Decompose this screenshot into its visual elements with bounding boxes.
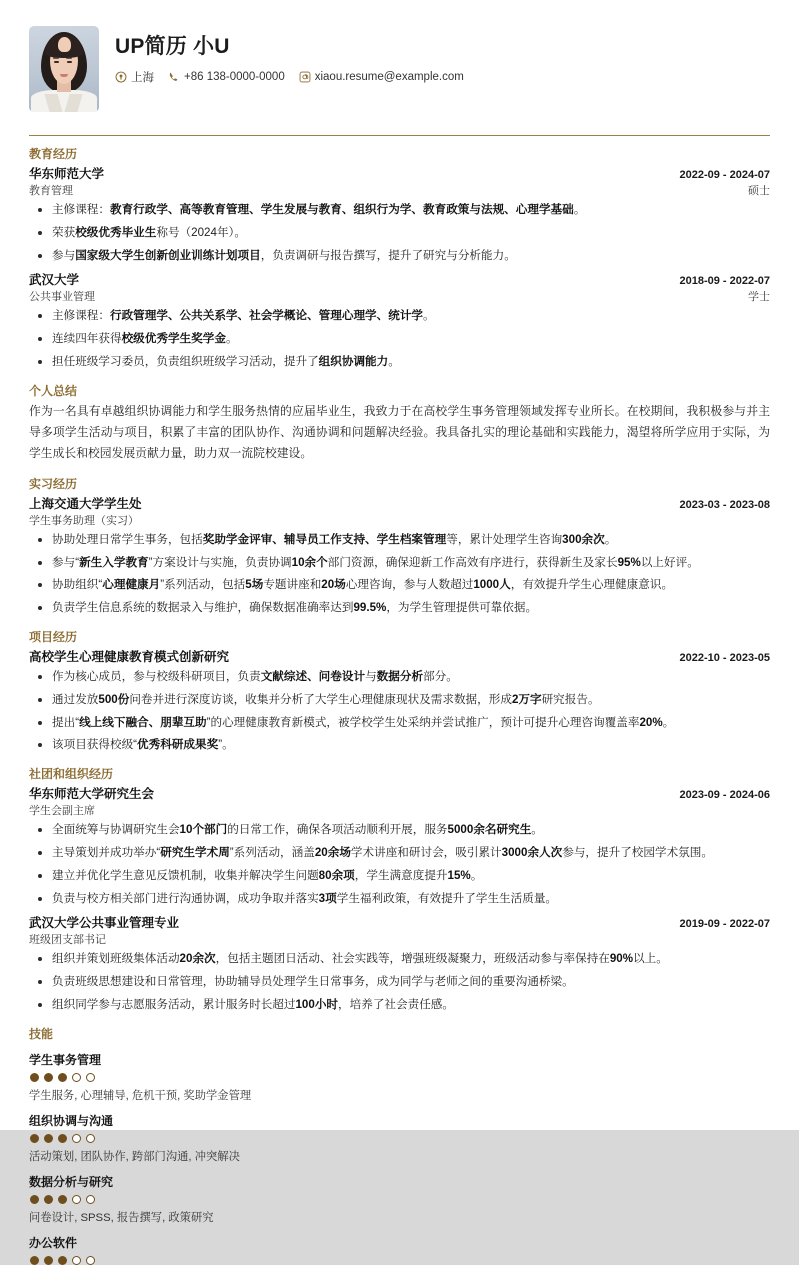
contact-phone bbox=[168, 71, 285, 83]
skill-tags: 活动策划, 团队协作, 跨部门沟通, 冲突解决 bbox=[29, 1150, 240, 1163]
rating-dot bbox=[30, 1073, 39, 1082]
experience-entry bbox=[29, 270, 770, 370]
bullet-item: 协助组织“心理健康月”系列活动，包括5场专题讲座和20场心理咨询，参与人数超过1000人，有效提升学生心理健康意识。 bbox=[29, 577, 770, 594]
resume-body bbox=[22, 145, 777, 1265]
bullet-item: 该项目获得校级“优秀科研成果奖”。 bbox=[29, 737, 770, 754]
header-divider bbox=[29, 135, 770, 136]
skill-item bbox=[29, 1112, 770, 1164]
entry-role: 学生事务助理（实习） bbox=[29, 514, 139, 527]
skill-name: 数据分析与研究 bbox=[29, 1174, 114, 1189]
experience-entry bbox=[29, 494, 770, 617]
entry-header bbox=[29, 913, 770, 931]
resume-header bbox=[22, 22, 777, 112]
rating-dot bbox=[72, 1256, 81, 1265]
email-at-icon bbox=[299, 71, 311, 83]
rating-dot bbox=[30, 1134, 39, 1143]
skill-tags: 学生服务, 心理辅导, 危机干预, 奖助学金管理 bbox=[29, 1089, 252, 1102]
bullet-item: 参与“新生入学教育”方案设计与实施，负责协调10余个部门资源，确保迎新工作高效有序进行，获得新生及家长95%以上好评。 bbox=[29, 555, 770, 572]
phone-icon bbox=[168, 71, 180, 83]
skill-tags: 问卷设计, SPSS, 报告撰写, 政策研究 bbox=[29, 1211, 214, 1224]
section-title-organization: 社团和组织经历 bbox=[29, 767, 114, 782]
rating-dot bbox=[44, 1195, 53, 1204]
entry-organization: 华东师范大学研究生会 bbox=[29, 787, 155, 802]
page-title: UP简历 小U bbox=[115, 35, 230, 58]
bullet-item: 担任班级学习委员，负责组织班级学习活动，提升了组织协调能力。 bbox=[29, 354, 770, 371]
bullet-item: 作为核心成员，参与校级科研项目，负责文献综述、问卷设计与数据分析部分。 bbox=[29, 669, 770, 686]
entry-organization: 高校学生心理健康教育模式创新研究 bbox=[29, 649, 230, 664]
experience-entry bbox=[29, 784, 770, 907]
entry-subheader bbox=[29, 931, 770, 947]
section-title-internship: 实习经历 bbox=[29, 476, 78, 491]
rating-dot bbox=[86, 1256, 95, 1265]
skill-rating bbox=[30, 1256, 770, 1265]
bullet-item: 负责与校方相关部门进行沟通协调，成功争取并落实3项学生福利政策，有效提升了学生生活质量。 bbox=[29, 891, 770, 908]
experience-entry bbox=[29, 647, 770, 754]
section-title-education: 教育经历 bbox=[29, 147, 78, 161]
entry-date: 2023-03 - 2023-08 bbox=[679, 498, 770, 511]
entry-date: 2022-10 - 2023-05 bbox=[679, 651, 770, 664]
section-title-project: 项目经历 bbox=[29, 629, 78, 644]
rating-dot bbox=[44, 1256, 53, 1265]
entry-date: 2018-09 - 2022-07 bbox=[679, 275, 770, 288]
bullet-item: 提出“线上线下融合、朋辈互助”的心理健康教育新模式，被学校学生处采纳并尝试推广，预计可提升心理咨询覆盖率20%。 bbox=[29, 715, 770, 732]
skill-rating bbox=[30, 1195, 770, 1204]
entry-role: 学生会副主席 bbox=[29, 805, 95, 818]
entry-header bbox=[29, 270, 770, 288]
bullet-item: 协助处理日常学生事务，包括奖助学金评审、辅导员工作支持、学生档案管理等，累计处理学生咨询300余次。 bbox=[29, 532, 770, 549]
entry-subheader bbox=[29, 288, 770, 304]
entry-header bbox=[29, 784, 770, 802]
rating-dot bbox=[86, 1073, 95, 1082]
rating-dot bbox=[58, 1256, 67, 1265]
entry-bullet-list bbox=[29, 669, 770, 754]
entry-header bbox=[29, 494, 770, 512]
rating-dot bbox=[72, 1195, 81, 1204]
bullet-item: 组织并策划班级集体活动20余次，包括主题团日活动、社会实践等，增强班级凝聚力，班级活动参与率保持在90%以上。 bbox=[29, 951, 770, 968]
rating-dot bbox=[58, 1073, 67, 1082]
bullet-item: 连续四年获得校级优秀学生奖学金。 bbox=[29, 331, 770, 348]
experience-entry bbox=[29, 164, 770, 264]
rating-dot bbox=[58, 1195, 67, 1204]
entry-bullet-list bbox=[29, 532, 770, 617]
skill-name: 组织协调与沟通 bbox=[29, 1113, 114, 1128]
entry-role: 班级团支部书记 bbox=[29, 934, 106, 947]
bullet-item: 全面统筹与协调研究生会10个部门的日常工作，确保各项活动顺利开展，服务5000余名研究生。 bbox=[29, 822, 770, 839]
entry-subheader bbox=[29, 182, 770, 198]
entry-organization: 上海交通大学学生处 bbox=[29, 496, 142, 511]
entry-date: 2019-09 - 2022-07 bbox=[679, 918, 770, 931]
rating-dot bbox=[86, 1134, 95, 1143]
rating-dot bbox=[86, 1195, 95, 1204]
skill-item bbox=[29, 1173, 770, 1225]
summary-paragraph: 作为一名具有卓越组织协调能力和学生服务热情的应届毕业生，我致力于在高校学生事务管理领域发挥专业所长。在校期间，我积极参与并主导多项学生活动与项目，积累了丰富的团队协作、沟通协调和问题解决经验。我具备扎实的理论基础和实践能力，渴望将所学应用于实际，为学生成长和校园发展贡献力量，助力双一流院校建设。 bbox=[29, 403, 770, 460]
contact-email-text: xiaou.resume@example.com bbox=[314, 71, 464, 84]
bullet-item: 负责班级思想建设和日常管理，协助辅导员处理学生日常事务，成为同学与老师之间的重要沟通桥梁。 bbox=[29, 974, 770, 991]
skill-item bbox=[29, 1234, 770, 1265]
entry-date: 2023-09 - 2024-06 bbox=[679, 789, 770, 802]
contact-location-text: 上海 bbox=[131, 72, 154, 85]
rating-dot bbox=[30, 1195, 39, 1204]
entry-bullet-list bbox=[29, 308, 770, 370]
entry-bullet-list bbox=[29, 202, 770, 264]
rating-dot bbox=[44, 1073, 53, 1082]
rating-dot bbox=[72, 1073, 81, 1082]
skill-name: 学生事务管理 bbox=[29, 1052, 102, 1067]
contact-location bbox=[115, 69, 154, 85]
contact-email bbox=[299, 71, 464, 83]
rating-dot bbox=[58, 1134, 67, 1143]
section-title-summary: 个人总结 bbox=[29, 383, 78, 398]
entry-subheader bbox=[29, 512, 770, 528]
rating-dot bbox=[30, 1256, 39, 1265]
bullet-item: 参与国家级大学生创新创业训练计划项目，负责调研与报告撰写，提升了研究与分析能力。 bbox=[29, 248, 770, 265]
entry-header bbox=[29, 647, 770, 665]
bullet-item: 建立并优化学生意见反馈机制，收集并解决学生问题80余项，学生满意度提升15%。 bbox=[29, 868, 770, 885]
skill-item bbox=[29, 1051, 770, 1103]
bullet-item: 主修课程：教育行政学、高等教育管理、学生发展与教育、组织行为学、教育政策与法规、心理学基础。 bbox=[29, 202, 770, 219]
entry-role: 教育管理 bbox=[29, 185, 73, 197]
rating-dot bbox=[72, 1134, 81, 1143]
entry-role: 公共事业管理 bbox=[29, 291, 95, 304]
skill-rating bbox=[30, 1134, 770, 1143]
entry-degree: 硕士 bbox=[748, 185, 770, 197]
section-title-skills: 技能 bbox=[29, 1026, 54, 1041]
location-pin-icon bbox=[115, 71, 127, 83]
avatar bbox=[29, 26, 99, 112]
entry-header bbox=[29, 164, 770, 182]
bullet-item: 负责学生信息系统的数据录入与维护，确保数据准确率达到99.5%，为学生管理提供可靠依据。 bbox=[29, 600, 770, 617]
bullet-item: 主导策划并成功举办“研究生学术周”系列活动，涵盖20余场学术讲座和研讨会，吸引累计3000余人次参与，提升了校园学术氛围。 bbox=[29, 845, 770, 862]
entry-organization: 武汉大学 bbox=[29, 273, 80, 288]
bullet-item: 组织同学参与志愿服务活动，累计服务时长超过100小时，培养了社会责任感。 bbox=[29, 997, 770, 1014]
rating-dot bbox=[44, 1134, 53, 1143]
contact-list bbox=[115, 69, 473, 85]
skill-rating bbox=[30, 1073, 770, 1082]
entry-subheader bbox=[29, 802, 770, 818]
bullet-item: 主修课程：行政管理学、公共关系学、社会学概论、管理心理学、统计学。 bbox=[29, 308, 770, 325]
skill-name: 办公软件 bbox=[29, 1235, 78, 1250]
bullet-item: 荣获校级优秀毕业生称号（2024年）。 bbox=[29, 225, 770, 242]
entry-bullet-list bbox=[29, 822, 770, 907]
bullet-item: 通过发放500份问卷并进行深度访谈，收集并分析了大学生心理健康现状及需求数据，形成2万字研究报告。 bbox=[29, 692, 770, 709]
experience-entry bbox=[29, 913, 770, 1013]
entry-degree: 学士 bbox=[748, 291, 770, 304]
entry-organization: 武汉大学公共事业管理专业 bbox=[29, 916, 180, 931]
contact-phone-text: +86 138-0000-0000 bbox=[184, 71, 285, 84]
entry-date: 2022-09 - 2024-07 bbox=[679, 169, 770, 181]
entry-bullet-list bbox=[29, 951, 770, 1013]
entry-organization: 华东师范大学 bbox=[29, 167, 105, 181]
